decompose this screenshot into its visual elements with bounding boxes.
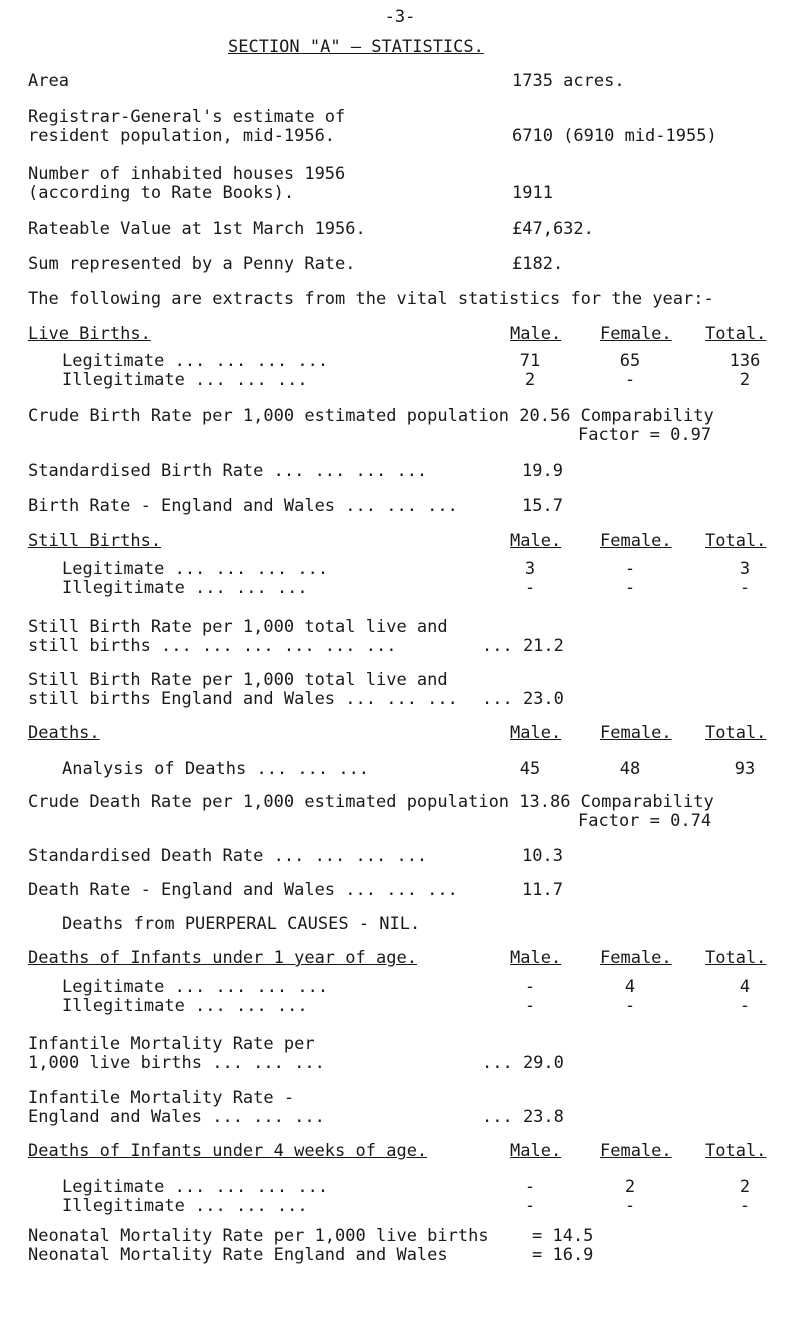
col-male: Male. (510, 531, 562, 551)
live-births-heading: Live Births. (28, 324, 151, 344)
row-label: Legitimate ... ... ... ... (62, 1177, 329, 1197)
population-value: 6710 (6910 mid-1955) (512, 126, 717, 146)
england-still-birth-rate-label-cont: still births England and Wales ... ... ... (28, 689, 458, 709)
england-still-birth-rate-label: Still Birth Rate per 1,000 total live and (28, 670, 448, 690)
puerperal-deaths: Deaths from PUERPERAL CAUSES - NIL. (62, 914, 421, 934)
cell-female: - (624, 370, 636, 390)
houses-label: Number of inhabited houses 1956 (28, 164, 346, 184)
birth-comparability-factor: Factor = 0.97 (578, 425, 712, 445)
cell-male: - (524, 1177, 536, 1197)
cell-male: - (524, 578, 536, 598)
population-label-cont: resident population, mid-1956. (28, 126, 336, 146)
cell-male: - (524, 977, 536, 997)
cell-female: 2 (624, 1177, 636, 1197)
infant-deaths-heading: Deaths of Infants under 1 year of age. (28, 948, 417, 968)
penny-rate-value: £182. (512, 254, 564, 274)
deaths-heading: Deaths. (28, 723, 100, 743)
penny-rate-label: Sum represented by a Penny Rate. (28, 254, 356, 274)
england-infantile-mortality-value: ... 23.8 (482, 1107, 564, 1127)
row-label: Illegitimate ... ... ... (62, 996, 308, 1016)
cell-total: 136 (729, 351, 761, 371)
row-label: Legitimate ... ... ... ... (62, 977, 329, 997)
cell-total: - (739, 578, 751, 598)
cell-male: 3 (524, 559, 536, 579)
cell-female: - (624, 559, 636, 579)
standardised-death-rate-value: 10.3 (522, 846, 563, 866)
crude-birth-rate: Crude Birth Rate per 1,000 estimated population 20.56 Comparability (28, 406, 714, 426)
cell-total: 2 (739, 370, 751, 390)
england-neonatal-mortality-value: = 16.9 (532, 1245, 594, 1265)
rateable-label: Rateable Value at 1st March 1956. (28, 219, 366, 239)
row-label: Illegitimate ... ... ... (62, 1196, 308, 1216)
crude-death-rate: Crude Death Rate per 1,000 estimated population 13.86 Comparability (28, 792, 714, 812)
col-male: Male. (510, 324, 562, 344)
cell-total: - (739, 996, 751, 1016)
standardised-death-rate-label: Standardised Death Rate ... ... ... ... (28, 846, 428, 866)
cell-female: - (624, 578, 636, 598)
still-birth-rate-value: ... 21.2 (482, 636, 564, 656)
neonatal-deaths-heading: Deaths of Infants under 4 weeks of age. (28, 1141, 428, 1161)
infantile-mortality-label: Infantile Mortality Rate per (28, 1034, 315, 1054)
cell-total: 2 (739, 1177, 751, 1197)
col-total: Total. (705, 948, 767, 968)
standardised-birth-rate-value: 19.9 (522, 461, 563, 481)
cell-total: - (739, 1196, 751, 1216)
row-label: Legitimate ... ... ... ... (62, 351, 329, 371)
cell-total: 4 (739, 977, 751, 997)
col-female: Female. (600, 531, 672, 551)
death-comparability-factor: Factor = 0.74 (578, 811, 712, 831)
col-male: Male. (510, 723, 562, 743)
cell-male: 2 (524, 370, 536, 390)
area-label: Area (28, 71, 69, 91)
cell-female: - (624, 1196, 636, 1216)
standardised-birth-rate-label: Standardised Birth Rate ... ... ... ... (28, 461, 428, 481)
deaths-male: 45 (519, 759, 541, 779)
cell-male: - (524, 1196, 536, 1216)
section-title: SECTION "A" – STATISTICS. (228, 37, 484, 57)
cell-total: 3 (739, 559, 751, 579)
deaths-total: 93 (734, 759, 756, 779)
row-label: Illegitimate ... ... ... (62, 578, 308, 598)
cell-female: 65 (619, 351, 641, 371)
infantile-mortality-value: ... 29.0 (482, 1053, 564, 1073)
houses-value: 1911 (512, 183, 553, 203)
england-death-rate-value: 11.7 (522, 880, 563, 900)
england-infantile-mortality-label-cont: England and Wales ... ... ... (28, 1107, 325, 1127)
cell-female: 4 (624, 977, 636, 997)
area-value: 1735 acres. (512, 71, 625, 91)
neonatal-mortality-value: = 14.5 (532, 1226, 594, 1246)
houses-label-cont: (according to Rate Books). (28, 183, 295, 203)
england-infantile-mortality-label: Infantile Mortality Rate - (28, 1088, 295, 1108)
col-total: Total. (705, 1141, 767, 1161)
england-neonatal-mortality-label: Neonatal Mortality Rate England and Wales (28, 1245, 448, 1265)
cell-female: - (624, 996, 636, 1016)
still-birth-rate-label: Still Birth Rate per 1,000 total live and (28, 617, 448, 637)
row-label: Illegitimate ... ... ... (62, 370, 308, 390)
cell-male: 71 (519, 351, 541, 371)
england-death-rate-label: Death Rate - England and Wales ... ... ... (28, 880, 458, 900)
col-female: Female. (600, 324, 672, 344)
england-still-birth-rate-value: ... 23.0 (482, 689, 564, 709)
infantile-mortality-label-cont: 1,000 live births ... ... ... (28, 1053, 325, 1073)
intro-text: The following are extracts from the vital statistics for the year:- (28, 289, 714, 309)
england-birth-rate-label: Birth Rate - England and Wales ... ... ... (28, 496, 458, 516)
row-label: Legitimate ... ... ... ... (62, 559, 329, 579)
col-total: Total. (705, 723, 767, 743)
col-male: Male. (510, 948, 562, 968)
col-female: Female. (600, 948, 672, 968)
still-birth-rate-label-cont: still births ... ... ... ... ... ... (28, 636, 397, 656)
col-total: Total. (705, 531, 767, 551)
col-male: Male. (510, 1141, 562, 1161)
cell-male: - (524, 996, 536, 1016)
col-female: Female. (600, 1141, 672, 1161)
england-birth-rate-value: 15.7 (522, 496, 563, 516)
still-births-heading: Still Births. (28, 531, 162, 551)
population-label: Registrar-General's estimate of (28, 107, 346, 127)
deaths-female: 48 (619, 759, 641, 779)
analysis-of-deaths-label: Analysis of Deaths ... ... ... (62, 759, 370, 779)
neonatal-mortality-label: Neonatal Mortality Rate per 1,000 live births (28, 1226, 489, 1246)
col-total: Total. (705, 324, 767, 344)
col-female: Female. (600, 723, 672, 743)
page-number: -3- (384, 7, 416, 27)
rateable-value: £47,632. (512, 219, 594, 239)
